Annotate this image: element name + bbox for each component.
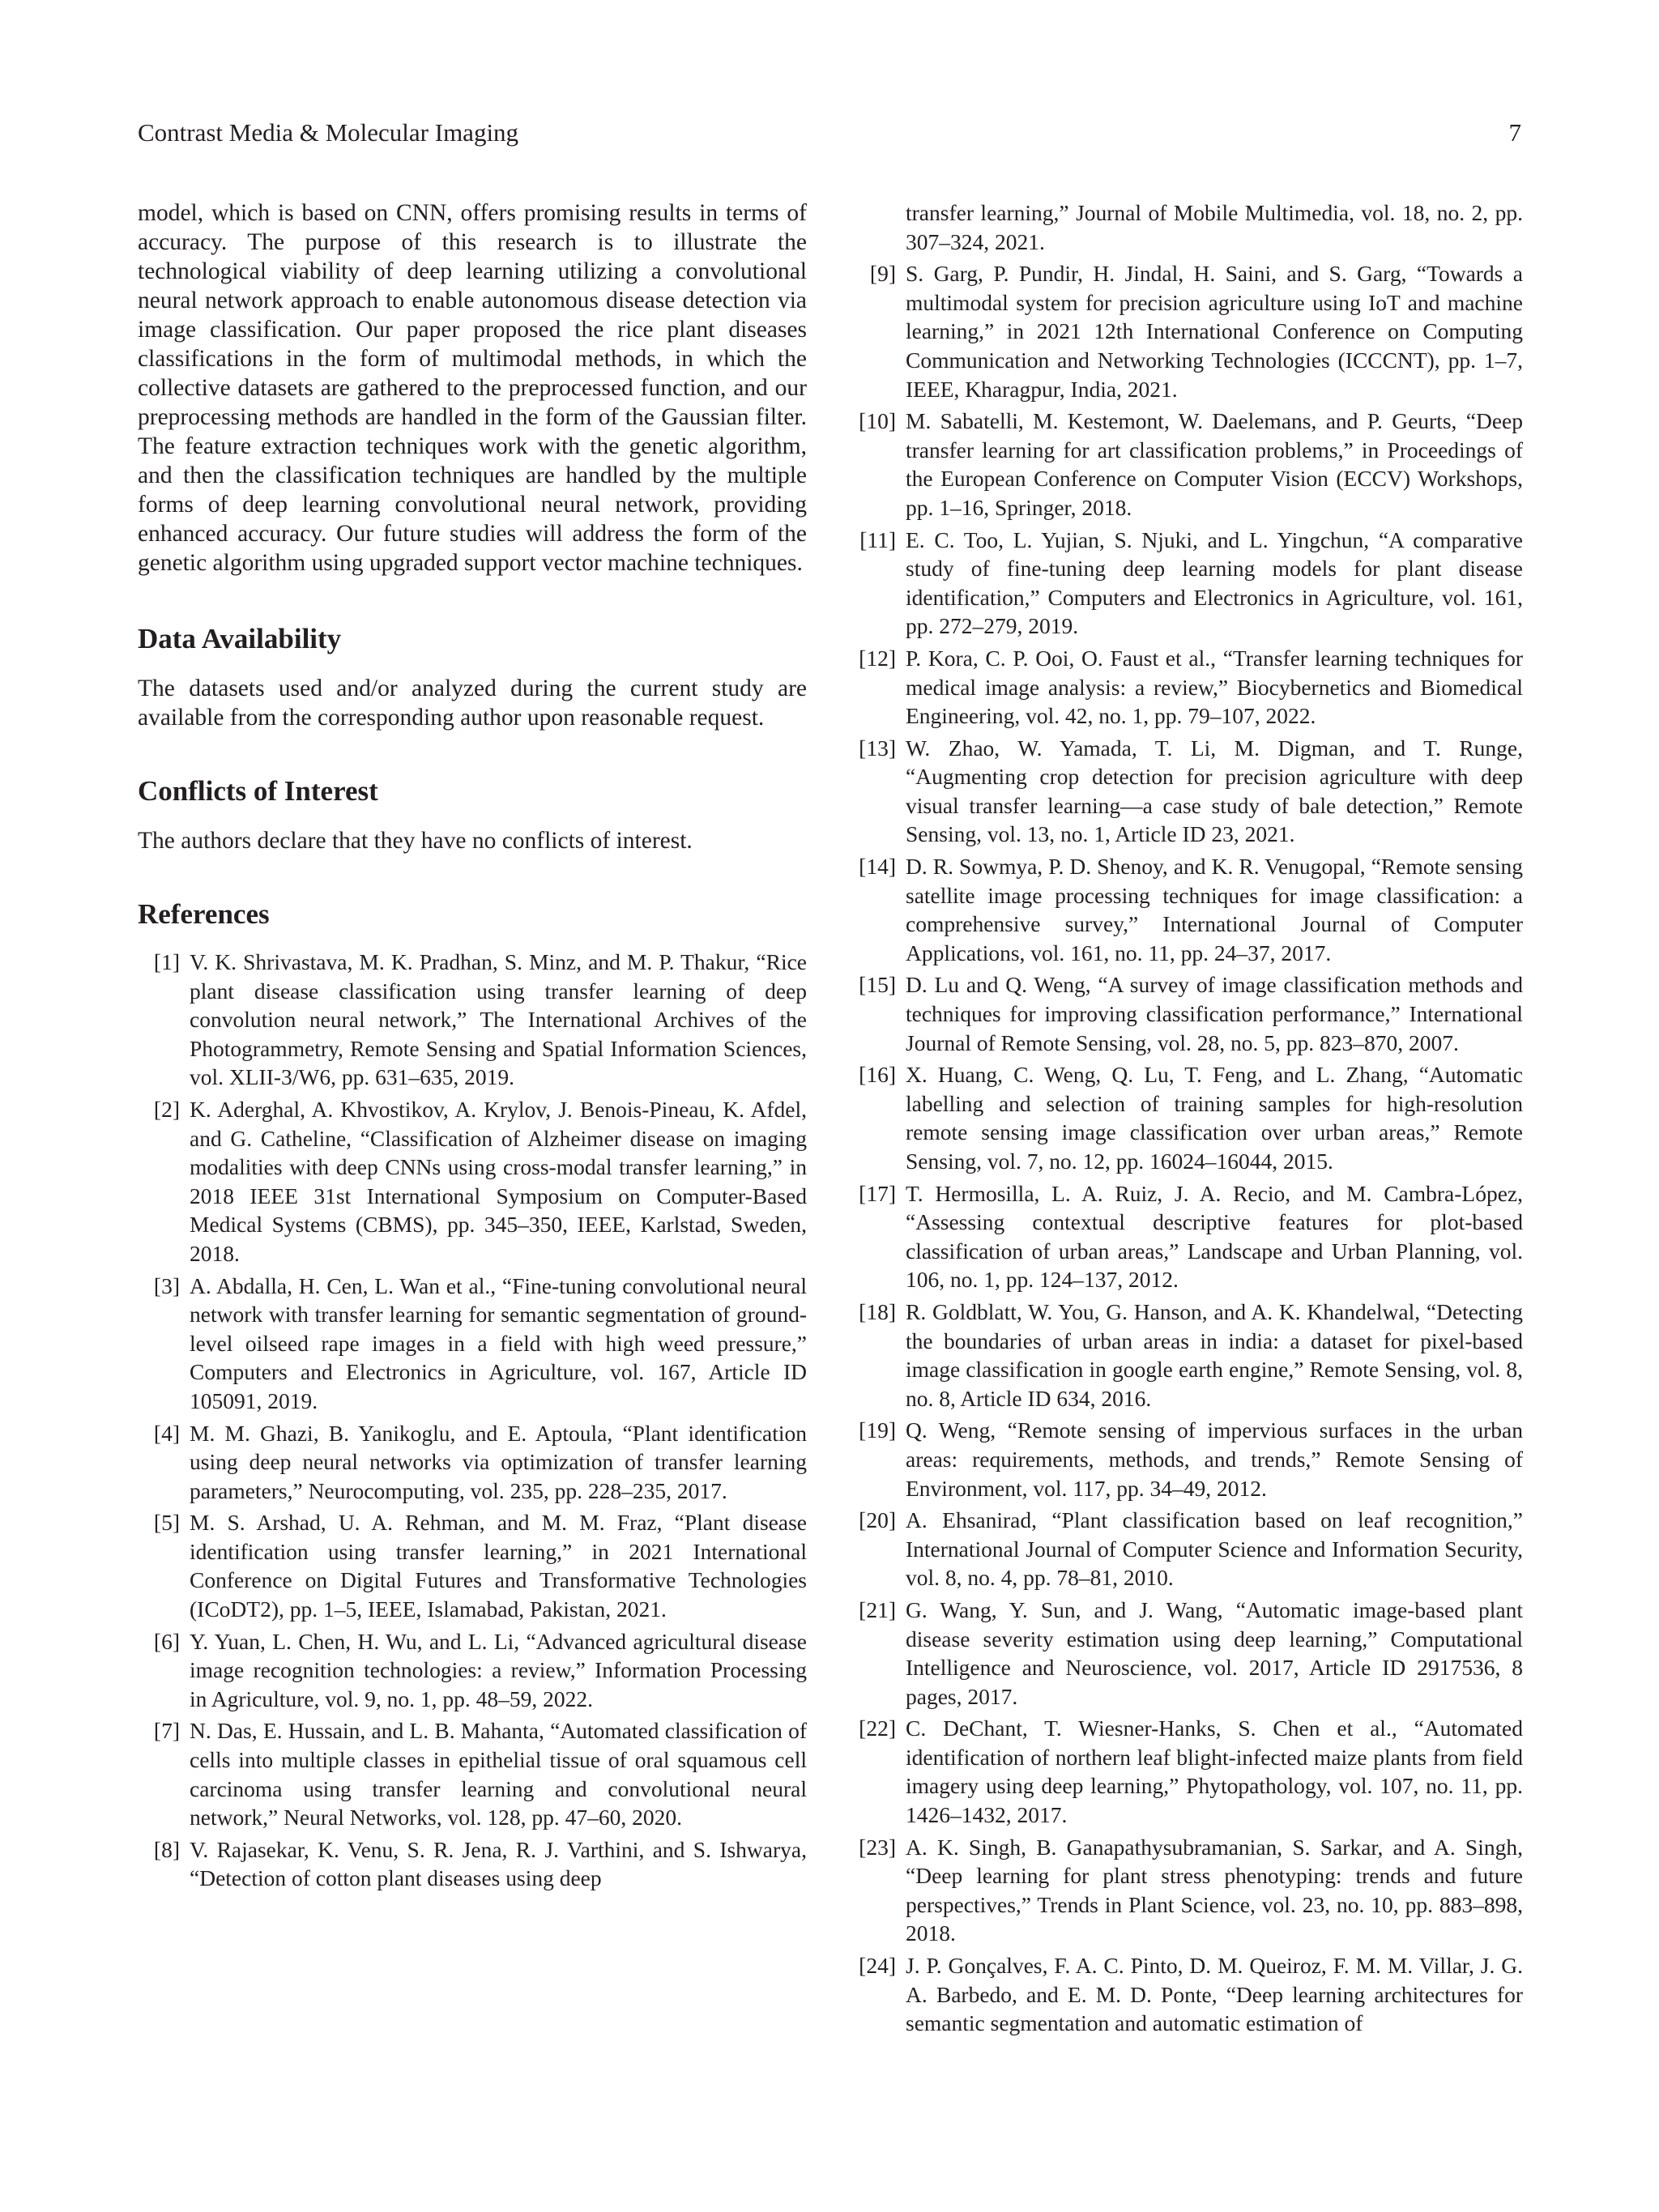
reference-item: [9] S. Garg, P. Pundir, H. Jindal, H. Saini, and S. Garg, “Towards a multimodal system for precision agriculture using IoT and machine learning,” in 2021 12th International Conference on Computing Communication and Networking Technologies (ICCCNT), pp. 1–7, IEEE, Kharagpur, India, 2021. (869, 261, 1523, 402)
reference-item: [11] E. C. Too, L. Yujian, S. Njuki, and L. Yingchun, “A comparative study of fine-tuning deep learning models for plant disease identification,” Computers and Electronics in Agriculture, vol. 161, pp. 272–279, 2019. (859, 526, 1523, 639)
left-column (138, 198, 807, 1896)
reference-item: [5] M. S. Arshad, U. A. Rehman, and M. M. Fraz, “Plant disease identification using transfer learning,” in 2021 International Conference on Digital Futures and Transformative Technologies (ICoDT2), pp. 1–5, IEEE, Islamabad, Pakistan, 2021. (153, 1510, 807, 1622)
references-list-right (854, 259, 1523, 2038)
reference-item: [7] N. Das, E. Hussain, and L. B. Mahanta, “Automated classification of cells into multiple classes in epithelial tissue of oral squamous cell carcinoma using transfer learning and convolutional neural network,” Neural Networks, vol. 128, pp. 47–60, 2020. (153, 1718, 807, 1831)
conflicts-heading: Conflicts of Interest (138, 775, 378, 807)
reference-item: [19] Q. Weng, “Remote sensing of impervious surfaces in the urban areas: requirements, methods, and trends,” Remote Sensing of Environment, vol. 117, pp. 34–49, 2012. (859, 1417, 1523, 1501)
reference-item: [15] D. Lu and Q. Weng, “A survey of image classification methods and techniques for improving classification performance,” International Journal of Remote Sensing, vol. 28, no. 5, pp. 823–870, 2007. (859, 972, 1523, 1055)
reference-item: [20] A. Ehsanirad, “Plant classification based on leaf recognition,” International Journal of Computer Science and Information Security, vol. 8, no. 4, pp. 78–81, 2010. (859, 1507, 1523, 1591)
conflicts-text: The authors declare that they have no conflicts of interest. (138, 828, 693, 854)
intro-paragraph: model, which is based on CNN, offers promising results in terms of accuracy. The purpose of this research is to illustrate the technological viability of deep learning utilizing a convolutional neural network approach to enable autonomous disease detection via image classification. Our paper proposed the rice plant diseases classifications in the form of multimodal methods, in which the collective datasets are gathered to the preprocessed function, and our preprocessing methods are handled in the form of the Gaussian filter. The feature extraction techniques work with the genetic algorithm, and then the classification techniques are handled by the multiple forms of deep learning convolutional neural network, providing enhanced accuracy. Our future studies will address the form of the genetic algorithm using upgraded support vector machine techniques. (138, 200, 807, 576)
reference-item: [4] M. M. Ghazi, B. Yanikoglu, and E. Aptoula, “Plant identification using deep neural networks via optimization of transfer learning parameters,” Neurocomputing, vol. 235, pp. 228–235, 2017. (153, 1420, 807, 1503)
reference-item: [10] M. Sabatelli, M. Kestemont, W. Daelemans, and P. Geurts, “Deep transfer learning for art classification problems,” in Proceedings of the European Conference on Computer Vision (ECCV) Workshops, pp. 1–16, Springer, 2018. (859, 408, 1523, 520)
reference-item: [8] V. Rajasekar, K. Venu, S. R. Jena, R. J. Varthini, and S. Ishwarya, “Detection of cotton plant diseases using deep (153, 1836, 807, 1891)
reference-item: [6] Y. Yuan, L. Chen, H. Wu, and L. Li, “Advanced agricultural disease image recognition technologies: a review,” Information Processing in Agriculture, vol. 9, no. 1, pp. 48–59, 2022. (153, 1628, 807, 1711)
reference-continuation: transfer learning,” Journal of Mobile Multimedia, vol. 18, no. 2, pp. 307–324, 2021. (906, 200, 1523, 254)
reference-item: [24] J. P. Gonçalves, F. A. C. Pinto, D. M. Queiroz, F. M. M. Villar, J. G. A. Barbedo, and E. M. D. Ponte, “Deep learning architectures for semantic segmentation and automatic estimation of (859, 1953, 1523, 2036)
references-heading: References (138, 898, 270, 930)
data-availability-text: The datasets used and/or analyzed during the current study are available from the corresponding author upon reasonable request. (138, 676, 807, 731)
reference-item: [17] T. Hermosilla, L. A. Ruiz, J. A. Recio, and M. Cambra-López, “Assessing contextual descriptive features for plot-based classification of urban areas,” Landscape and Urban Planning, vol. 106, no. 1, pp. 124–137, 2012. (859, 1180, 1523, 1293)
reference-item: [22] C. DeChant, T. Wiesner-Hanks, S. Chen et al., “Automated identification of northern leaf blight-infected maize plants from field imagery using deep learning,” Phytopathology, vol. 107, no. 11, pp. 1426–1432, 2017. (859, 1715, 1523, 1828)
reference-item: [18] R. Goldblatt, W. You, G. Hanson, and A. K. Khandelwal, “Detecting the boundaries of urban areas in india: a dataset for pixel-based image classification in google earth engine,” Remote Sensing, vol. 8, no. 8, Article ID 634, 2016. (859, 1298, 1523, 1411)
reference-item: [16] X. Huang, C. Weng, Q. Lu, T. Feng, and L. Zhang, “Automatic labelling and selection of training samples for high-resolution remote sensing image classification over urban areas,” Remote Sensing, vol. 7, no. 12, pp. 16024–16044, 2015. (859, 1062, 1523, 1174)
right-column (854, 198, 1523, 2041)
page-number: 7 (1508, 118, 1521, 147)
reference-item: [1] V. K. Shrivastava, M. K. Pradhan, S. Minz, and M. P. Thakur, “Rice plant disease classification using transfer learning of deep convolution neural network,” The International Archives of the Photogrammetry, Remote Sensing and Spatial Information Sciences, vol. XLII-3/W6, pp. 631–635, 2019. (153, 949, 807, 1090)
reference-item: [13] W. Zhao, W. Yamada, T. Li, M. Digman, and T. Runge, “Augmenting crop detection for precision agriculture with deep visual transfer learning—a case study of bale detection,” Remote Sensing, vol. 13, no. 1, Article ID 23, 2021. (859, 735, 1523, 847)
data-availability-heading: Data Availability (138, 623, 342, 654)
reference-item: [2] K. Aderghal, A. Khvostikov, A. Krylov, J. Benois-Pineau, K. Afdel, and G. Catheline, “Classification of Alzheimer disease on imaging modalities with deep CNNs using cross-modal transfer learning,” in 2018 IEEE 31st International Symposium on Computer-Based Medical Systems (CBMS), pp. 345–350, IEEE, Karlstad, Sweden, 2018. (153, 1096, 807, 1266)
reference-item: [14] D. R. Sowmya, P. D. Shenoy, and K. R. Venugopal, “Remote sensing satellite image processing techniques for image classification: a comprehensive survey,” International Journal of Computer Applications, vol. 161, no. 11, pp. 24–37, 2017. (859, 854, 1523, 965)
page-header (138, 118, 1521, 151)
reference-item: [23] A. K. Singh, B. Ganapathysubramanian, S. Sarkar, and A. Singh, “Deep learning for plant stress phenotyping: trends and future perspectives,” Trends in Plant Science, vol. 23, no. 10, pp. 883–898, 2018. (859, 1834, 1523, 1946)
reference-item: [21] G. Wang, Y. Sun, and J. Wang, “Automatic image-based plant disease severity estimation using deep learning,” Computational Intelligence and Neuroscience, vol. 2017, Article ID 2917536, 8 pages, 2017. (859, 1596, 1523, 1709)
references-list-left (138, 948, 807, 1893)
reference-item: [12] P. Kora, C. P. Ooi, O. Faust et al., “Transfer learning techniques for medical image analysis: a review,” Biocybernetics and Biomedical Engineering, vol. 42, no. 1, pp. 79–107, 2022. (859, 645, 1523, 729)
reference-item: [3] A. Abdalla, H. Cen, L. Wan et al., “Fine-tuning convolutional neural network with transfer learning for semantic segmentation of ground-level oilseed rape images in a field with high weed pressure,” Computers and Electronics in Agriculture, vol. 167, Article ID 105091, 2019. (153, 1272, 807, 1413)
journal-title: Contrast Media & Molecular Imaging (138, 118, 519, 147)
